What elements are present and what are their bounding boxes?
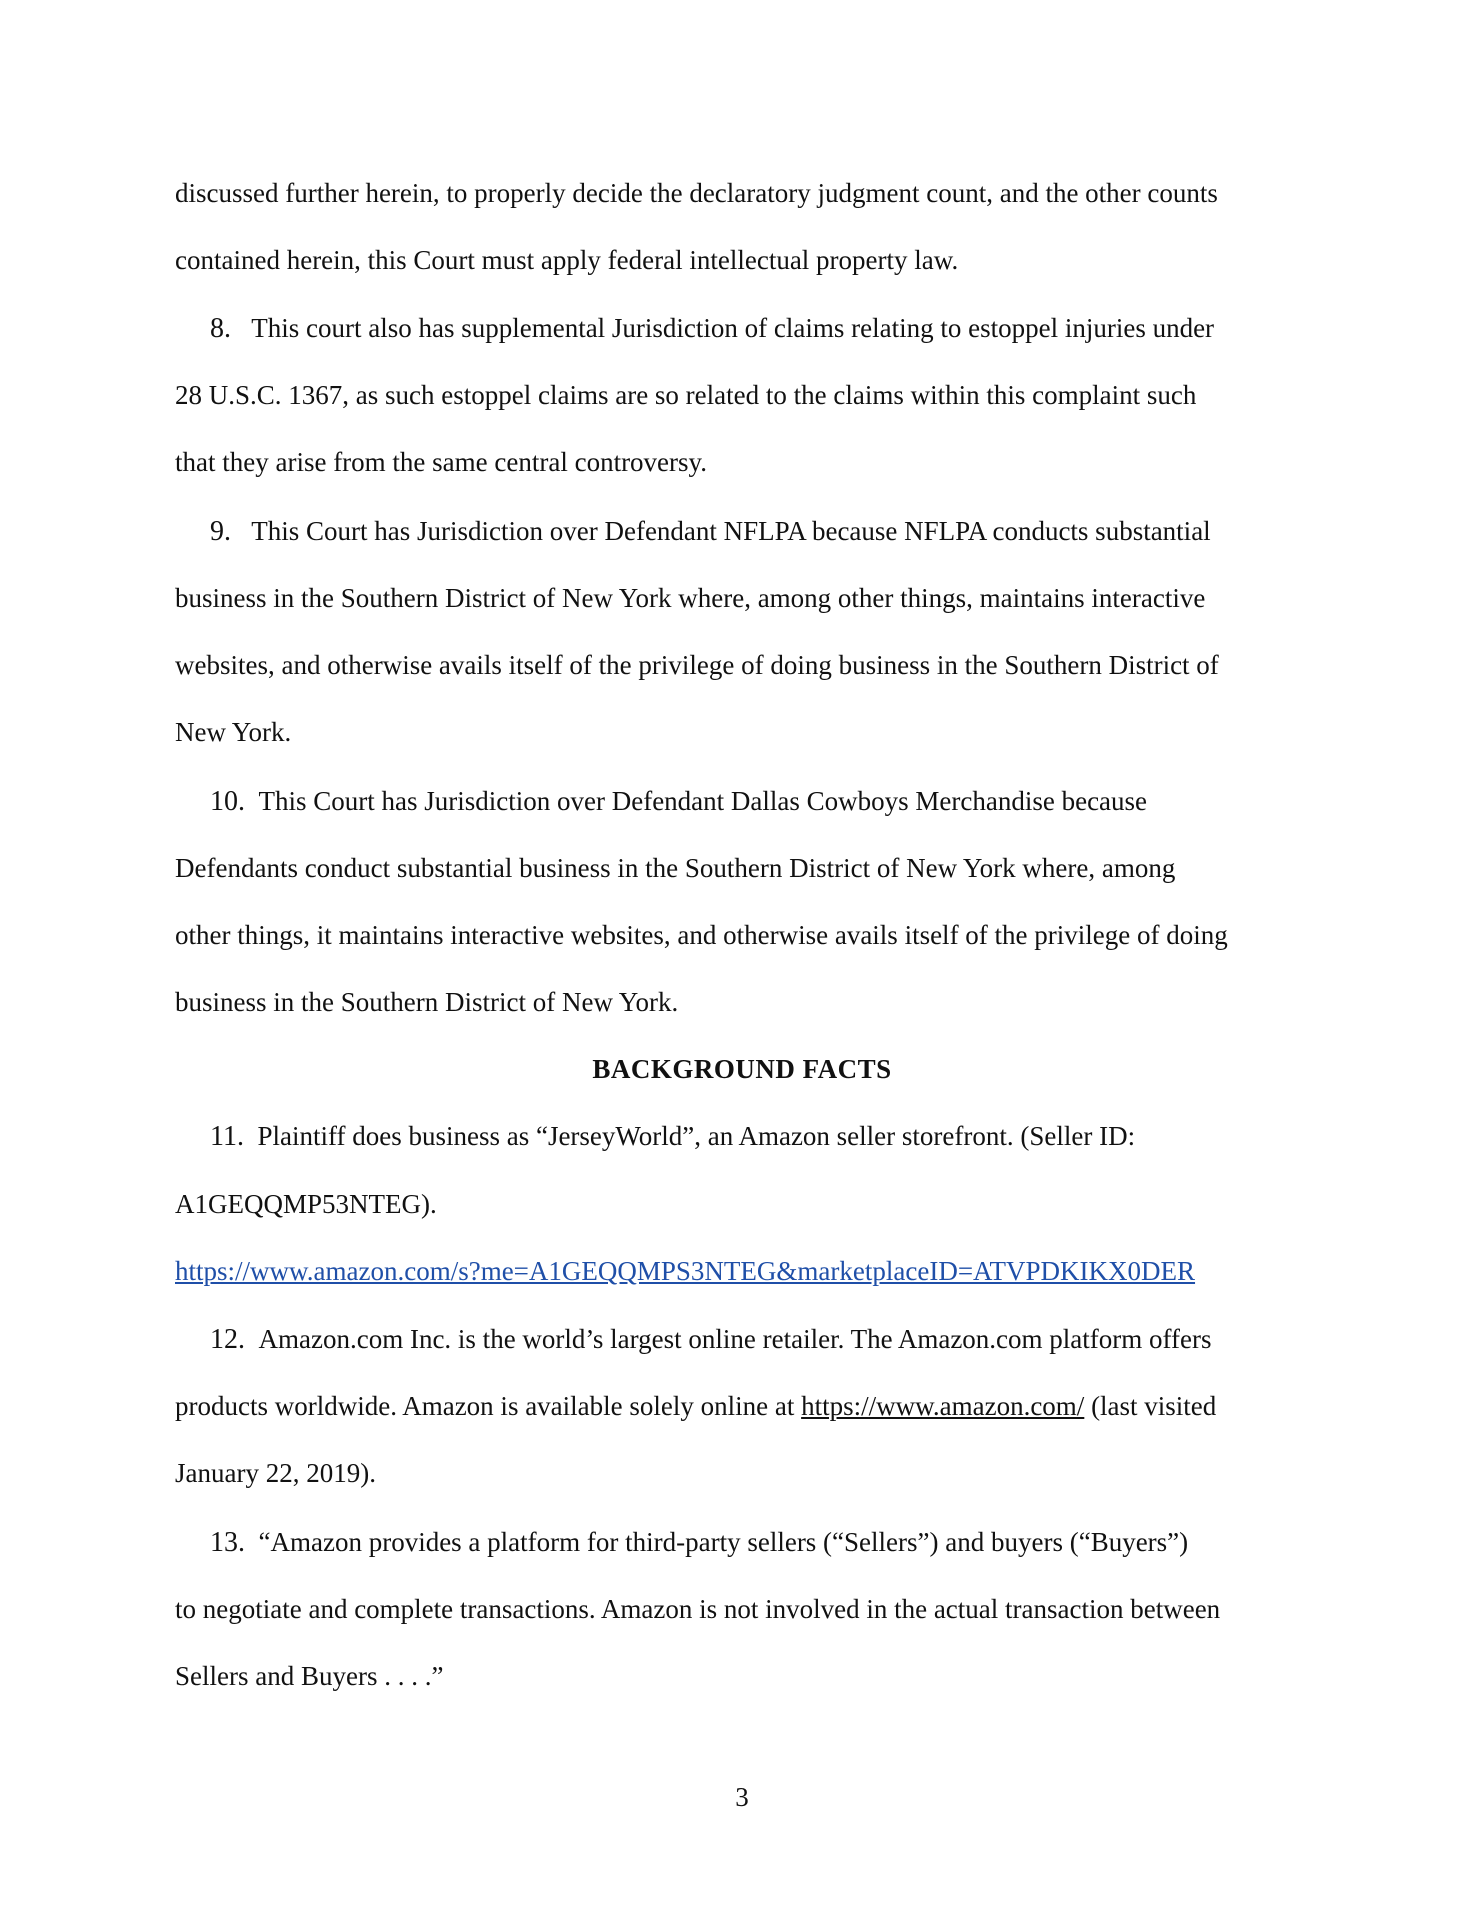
paragraph-10-first-line [210, 785, 1147, 818]
storefront-link[interactable]: https://www.amazon.com/s?me=A1GEQQMPS3NTEG&marketplaceID=ATVPDKIKX0DER [175, 1256, 1196, 1286]
section-heading: BACKGROUND FACTS [592, 1054, 892, 1084]
page-number: 3 [735, 1782, 749, 1812]
text-line: Sellers and Buyers . . . .” [175, 1661, 444, 1691]
paragraph-number: 10. [210, 786, 245, 817]
text-segment: (last visited [1084, 1391, 1217, 1421]
text-segment: products worldwide. Amazon is available solely online at [175, 1391, 802, 1421]
paragraph-9-first-line [210, 515, 1211, 548]
paragraph-number: 11. [210, 1121, 244, 1152]
text-line: websites, and otherwise avails itself of the privilege of doing business in the Southern District of [175, 650, 1219, 680]
text-line: This Court has Jurisdiction over Defendant NFLPA because NFLPA conducts substantial [251, 516, 1211, 546]
text-line: contained herein, this Court must apply federal intellectual property law. [175, 245, 959, 275]
text-line: January 22, 2019). [175, 1458, 376, 1488]
paragraph-number: 12. [210, 1324, 245, 1355]
text-line: business in the Southern District of New York where, among other things, maintains interactive [175, 583, 1206, 613]
text-line: Amazon.com Inc. is the world’s largest online retailer. The Amazon.com platform offers [258, 1324, 1212, 1354]
text-line: discussed further herein, to properly decide the declaratory judgment count, and the other counts [175, 178, 1218, 208]
paragraph-13-first-line [210, 1526, 1188, 1559]
text-line: This court also has supplemental Jurisdiction of claims relating to estoppel injuries under [251, 313, 1215, 343]
paragraph-12-second-line [175, 1390, 1216, 1422]
paragraph-8-first-line [210, 312, 1214, 345]
paragraph-12-first-line [210, 1323, 1212, 1356]
paragraph-11-first-line [210, 1120, 1135, 1153]
paragraph-number: 13. [210, 1527, 245, 1558]
text-line: A1GEQQMP53NTEG). [175, 1189, 437, 1219]
text-line: 28 U.S.C. 1367, as such estoppel claims are so related to the claims within this complaint such [175, 380, 1197, 410]
text-line: business in the Southern District of New York. [175, 987, 679, 1017]
text-line: “Amazon provides a platform for third-party sellers (“Sellers”) and buyers (“Buyers”) [258, 1527, 1189, 1557]
amazon-link[interactable]: https://www.amazon.com/ [801, 1391, 1085, 1421]
storefront-link-line [175, 1255, 1195, 1287]
paragraph-number: 8. [210, 313, 231, 344]
text-line: New York. [175, 717, 292, 747]
text-line: to negotiate and complete transactions. Amazon is not involved in the actual transaction between [175, 1594, 1221, 1624]
text-line: other things, it maintains interactive websites, and otherwise avails itself of the privilege of doing [175, 920, 1228, 950]
text-line: Defendants conduct substantial business in the Southern District of New York where, among [175, 853, 1176, 883]
text-line: that they arise from the same central controversy. [175, 447, 708, 477]
paragraph-number: 9. [210, 516, 231, 547]
text-line: Plaintiff does business as “JerseyWorld”, an Amazon seller storefront. (Seller ID: [257, 1121, 1136, 1151]
text-line: This Court has Jurisdiction over Defendant Dallas Cowboys Merchandise because [258, 786, 1148, 816]
